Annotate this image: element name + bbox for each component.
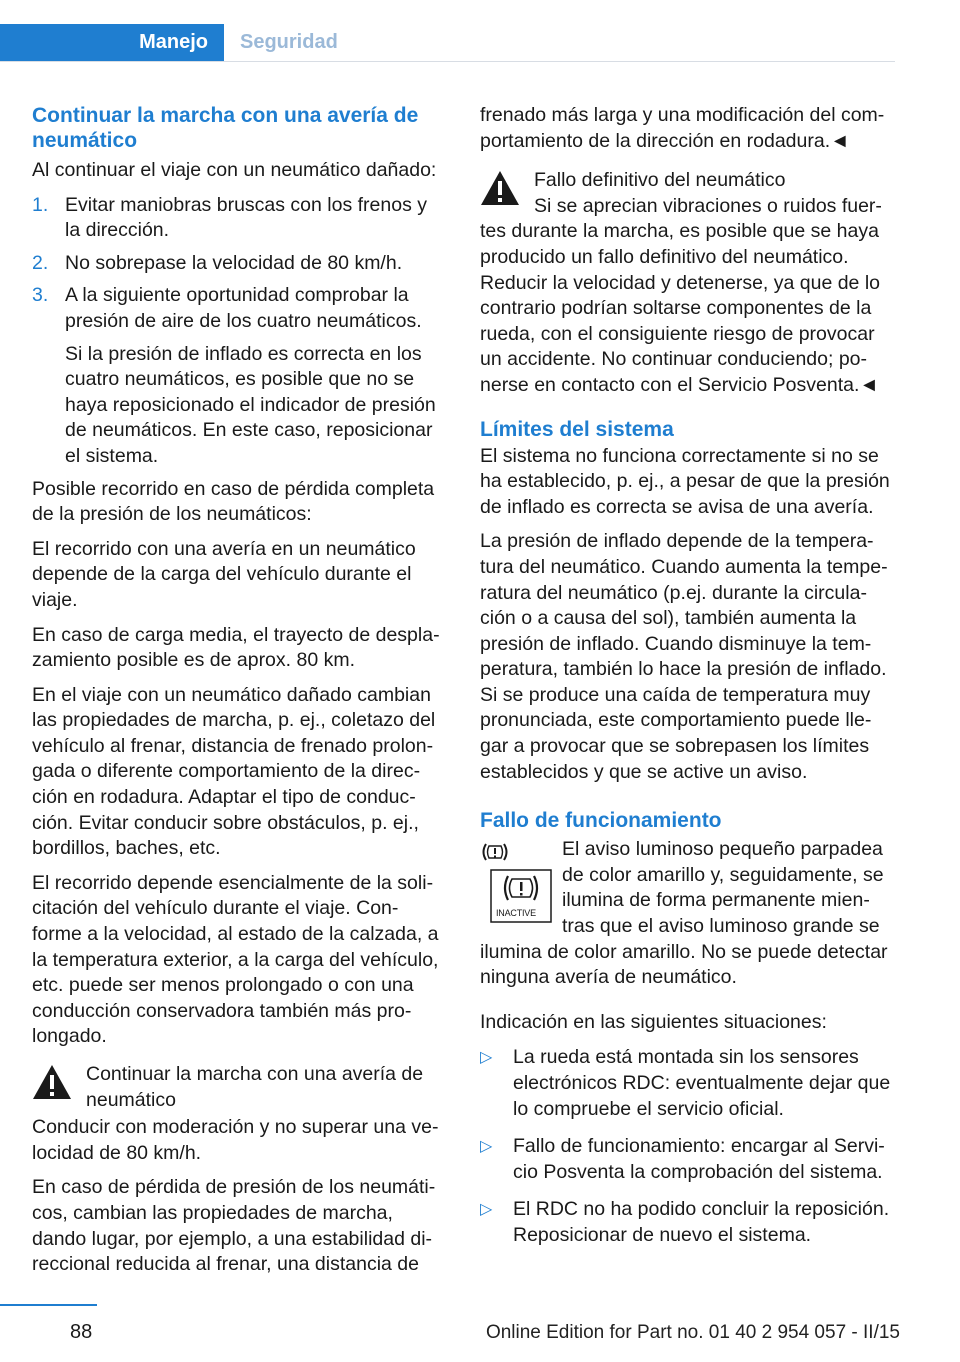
paragraph: Posible recorrido en caso de pérdida completa de la presión de los neumáticos: — [32, 477, 435, 526]
triangle-bullet-icon: ▷ — [480, 1138, 493, 1156]
warning-title: Continuar la marcha con una avería de neumático — [86, 1063, 424, 1111]
step-number: 2. — [32, 251, 49, 274]
list-item — [32, 193, 447, 244]
indication-list — [480, 1045, 895, 1248]
right-column — [480, 103, 895, 1261]
triangle-bullet-icon: ▷ — [480, 1201, 493, 1219]
paragraph: El recorrido depende esencialmente de la soli‐citación del vehículo durante el viaje. Con‐forme a la velocidad, al estado de la calzada, a la temperatura exterior, a la carga del vehículo, etc. puede ser menos prolongado o con una conducción conservadora también más pro‐longado. — [32, 871, 439, 1048]
warning-triangle-icon — [32, 1064, 72, 1100]
warning-text: En caso de pérdida de presión de los neumáti‐cos, cambian las propiedades de marcha, dando lugar, por ejemplo, a una estabilidad di‐reccional reducida al frenar, una distancia de — [32, 1176, 436, 1276]
list-item — [480, 1045, 895, 1122]
list-item — [32, 283, 447, 469]
heading-fallo-funcionamiento: Fallo de funcionamiento — [480, 809, 722, 833]
step-text: Evitar maniobras bruscas con los frenos y la dirección. — [65, 193, 427, 242]
steps-list — [32, 193, 447, 470]
step-subtext: Si la presión de inflado es correcta en los cuatro neumáticos, es posible que no se haya reposicionado el indicador de presión de neumáticos. En este caso, reposicionar el sistema. — [65, 342, 436, 467]
fault-text: El aviso luminoso pequeño parpadea de color amarillo y, seguidamente, se ilumina de forma permanente mien‐tras que el aviso luminoso grande se ilumina de color amarillo. No se puede detectar ninguna avería de neumático. — [480, 838, 888, 989]
step-number: 1. — [32, 193, 49, 216]
inactive-label: INACTIVE — [496, 908, 536, 919]
bullet-text: La rueda está montada sin los sensores electrónicos RDC: eventualmente dejar que lo compruebe el servicio oficial. — [513, 1046, 891, 1120]
heading-continuar-marcha: Continuar la marcha con una avería de neumático — [32, 104, 419, 152]
paragraph: La presión de inflado depende de la tempera‐tura del neumático. Cuando aumenta la tempe‐ratura del neumático (p.ej. durante la circula‐ción o a causa del sol), también aumenta la presión de inflado. Cuando disminuye la tem‐peratura, también lo hace la presión de inflado. Si se produce una caída de temperatura muy pronunciada, este comportamiento puede lle‐gar a provocar que se sobrepasen los límites establecidos y que se active un aviso. — [480, 530, 888, 783]
step-text: No sobrepase la velocidad de 80 km/h. — [65, 251, 403, 274]
warning-text: Si se aprecian vibraciones o ruidos fuer‐tes durante la marcha, es posible que se haya producido un fallo definitivo del neumático. Reducir la velocidad y detenerse, ya que de lo contrario podrían soltarse componentes de la rueda, con el consiguiente riesgo de provocar un accidente. No continuar conduciendo; po‐nerse en contacto con el Servicio Posventa.◄ — [480, 194, 882, 396]
rdc-indicator-lights — [480, 841, 550, 921]
bullet-text: Fallo de funcionamiento: encargar al Servi‐cio Posventa la comprobación del sistema. — [513, 1135, 885, 1183]
paragraph: El sistema no funciona correctamente si no se ha establecido, p. ej., a pesar de que la presión de inflado es correcta se avisa de una avería. — [480, 444, 890, 518]
tab-seguridad[interactable]: Seguridad — [240, 31, 338, 53]
step-number: 3. — [32, 284, 49, 307]
paragraph: En caso de carga media, el trayecto de despla‐zamiento posible es de aprox. 80 km. — [32, 623, 440, 672]
header-tabbar — [0, 24, 895, 62]
warning-block-fallo — [480, 168, 895, 398]
triangle-bullet-icon: ▷ — [480, 1049, 493, 1067]
footer-rule — [0, 1304, 97, 1306]
list-item — [480, 1134, 895, 1185]
tire-pressure-warning-icon — [480, 841, 510, 863]
bullet-text: El RDC no ha podido concluir la reposición. Reposicionar de nuevo el sistema. — [513, 1198, 890, 1246]
fault-block — [480, 837, 895, 1000]
warning-title: Fallo definitivo del neumático — [534, 169, 786, 192]
edition-footer: Online Edition for Part no. 01 40 2 954 057 - II/15 — [485, 1322, 900, 1343]
left-column — [32, 103, 447, 1278]
step-text: A la siguiente oportunidad comprobar la presión de aire de los cuatro neumáticos. — [65, 284, 422, 332]
warning-block-continuar — [32, 1062, 447, 1278]
heading-limites: Límites del sistema — [480, 417, 674, 441]
list-item — [480, 1197, 895, 1248]
list-item — [32, 251, 447, 277]
warning-text: Conducir con moderación y no superar una ve‐locidad de 80 km/h. — [32, 1116, 439, 1164]
page-number: 88 — [70, 1321, 93, 1343]
continuation-text: frenado más larga y una modificación del com‐portamiento de la dirección en rodadura.◄ — [480, 104, 885, 152]
paragraph: El recorrido con una avería en un neumático depende de la carga del vehículo durante el viaje. — [32, 537, 416, 611]
indication-intro: Indicación en las siguientes situaciones: — [480, 1010, 827, 1033]
paragraph: En el viaje con un neumático dañado cambian las propiedades de marcha, p. ej., coletazo del vehículo al frenar, distancia de frenado prolon‐gada o diferente comportamiento de la direc‐ción en rodadura. Adaptar el tipo de conduc‐ción. Evitar conducir sobre obstáculos, p. ej., bordillos, baches, etc. — [32, 683, 436, 860]
warning-triangle-icon — [480, 170, 520, 206]
tab-manejo[interactable]: Manejo — [0, 24, 224, 61]
intro-text: Al continuar el viaje con un neumático dañado: — [32, 159, 437, 181]
